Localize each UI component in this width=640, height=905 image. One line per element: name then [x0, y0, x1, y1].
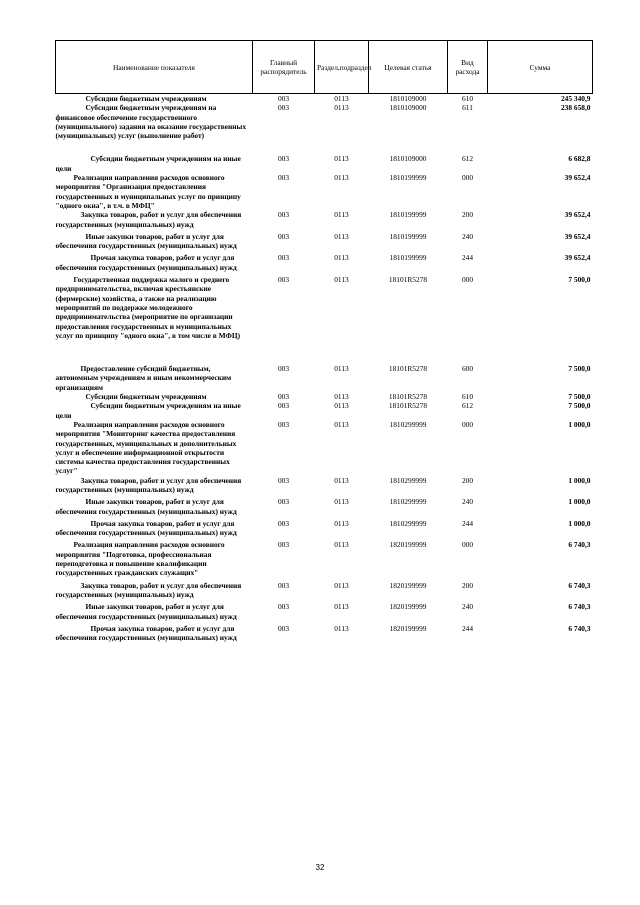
- row-name: Закупка товаров, работ и услуг для обеспечения государственных (муниципальных) нужд: [55, 210, 242, 229]
- budget-table: [55, 40, 593, 642]
- row-sum: 7 500,0: [568, 392, 591, 402]
- row-section: 0113: [334, 154, 349, 164]
- row-article: 18101R5278: [388, 392, 428, 402]
- row-type: 244: [461, 518, 474, 528]
- row-sum: 245 340,9: [560, 94, 591, 103]
- row-name: Субсидии бюджетным учреждениям на иные цели: [55, 154, 241, 173]
- header-sum: Сумма: [488, 41, 593, 94]
- table-row: [56, 154, 593, 173]
- header-section: Раздел,подраздел: [315, 41, 369, 94]
- row-sum: 6 682,8: [568, 154, 591, 164]
- table-row: [56, 253, 593, 275]
- table-row: [56, 275, 593, 364]
- row-sum: 39 652,4: [564, 173, 591, 183]
- row-type: 240: [461, 602, 474, 612]
- row-admin: 003: [277, 623, 290, 633]
- row-section: 0113: [334, 210, 349, 220]
- row-article: 18101R5278: [388, 364, 428, 374]
- table-row: [56, 602, 593, 624]
- row-section: 0113: [334, 173, 349, 183]
- row-type: 244: [461, 253, 474, 263]
- row-type: 000: [461, 540, 474, 550]
- row-section: 0113: [334, 253, 349, 263]
- row-type: 612: [461, 401, 474, 411]
- row-type: 612: [461, 154, 474, 164]
- row-article: 1810299999: [389, 419, 427, 429]
- table-body: [56, 94, 593, 643]
- row-admin: 003: [277, 518, 290, 528]
- table-row: [56, 420, 593, 476]
- row-name: Реализация направления расходов основного мероприятия "Подготовка, профессиональная переподготовка и повышение квалификации государственных гражданских служащих": [55, 540, 225, 578]
- row-article: 18101R5278: [388, 275, 428, 285]
- table-row: [56, 232, 593, 254]
- table-row: [56, 476, 593, 498]
- row-section: 0113: [334, 580, 349, 590]
- row-article: 1810199999: [389, 253, 427, 263]
- row-sum: 1 000,0: [568, 419, 591, 429]
- row-article: 1820199999: [389, 580, 427, 590]
- row-name: Субсидии бюджетным учреждениям: [85, 94, 207, 103]
- row-name: Прочая закупка товаров, работ и услуг для обеспечения государственных (муниципальных) нужд: [55, 623, 237, 643]
- row-name: Иные закупки товаров, работ и услуг для обеспечения государственных (муниципальных) нужд: [55, 602, 237, 621]
- row-type: 240: [461, 231, 474, 241]
- row-name: Прочая закупка товаров, работ и услуг для обеспечения государственных (муниципальных) нужд: [55, 253, 237, 272]
- table-row: [56, 497, 593, 519]
- row-article: 1810199999: [389, 210, 427, 220]
- row-type: 000: [461, 173, 474, 183]
- table-row: [56, 624, 593, 643]
- row-admin: 003: [277, 392, 290, 402]
- row-article: 1810199999: [389, 173, 427, 183]
- row-section: 0113: [334, 497, 349, 507]
- row-admin: 003: [277, 540, 290, 550]
- row-sum: 1 000,0: [568, 497, 591, 507]
- row-sum: 1 000,0: [568, 475, 591, 485]
- row-name: Предоставление субсидий бюджетным, автономным учреждениям и иным некоммерческим организациям: [55, 364, 232, 392]
- table-row: [56, 173, 593, 210]
- row-sum: 39 652,4: [564, 210, 591, 220]
- row-section: 0113: [334, 602, 349, 612]
- row-section: 0113: [334, 518, 349, 528]
- row-admin: 003: [277, 580, 290, 590]
- row-article: 1810299999: [389, 475, 427, 485]
- table-row: [56, 210, 593, 232]
- row-section: 0113: [334, 364, 349, 374]
- row-article: 1820199999: [389, 602, 427, 612]
- row-type: 000: [461, 275, 474, 285]
- header-admin: Главный распорядитель: [253, 41, 315, 94]
- row-section: 0113: [334, 94, 349, 103]
- row-admin: 003: [277, 497, 290, 507]
- table-row: [56, 94, 593, 104]
- row-name: Иные закупки товаров, работ и услуг для обеспечения государственных (муниципальных) нужд: [55, 497, 237, 516]
- row-admin: 003: [277, 210, 290, 220]
- row-section: 0113: [334, 623, 349, 633]
- table-row: [56, 581, 593, 603]
- table-row: [56, 392, 593, 401]
- row-type: 000: [461, 419, 474, 429]
- row-sum: 7 500,0: [568, 275, 591, 285]
- row-article: 1820199999: [389, 623, 427, 633]
- row-admin: 003: [277, 154, 290, 164]
- row-admin: 003: [277, 475, 290, 485]
- row-admin: 003: [277, 103, 290, 113]
- row-name: Субсидии бюджетным учреждениям на финансовое обеспечение государственного (муниципального) задания на оказание государственных (муниципальных) услуг (выполнение работ): [55, 103, 247, 141]
- row-sum: 7 500,0: [568, 401, 591, 411]
- row-article: 1810199999: [389, 231, 427, 241]
- row-admin: 003: [277, 602, 290, 612]
- row-section: 0113: [334, 392, 349, 402]
- row-name: Иные закупки товаров, работ и услуг для обеспечения государственных (муниципальных) нужд: [55, 231, 237, 251]
- row-article: 1810299999: [389, 497, 427, 507]
- table-row: [56, 519, 593, 541]
- row-sum: 6 740,3: [568, 602, 591, 612]
- row-sum: 6 740,3: [568, 623, 591, 633]
- row-name: Реализация направления расходов основного мероприятия "Мониторинг качества предоставления государственных, муниципальных и дополнительных услуг и обеспечение информационной открытости системы качества предоставления государственных услуг": [55, 419, 237, 476]
- row-type: 200: [461, 210, 474, 220]
- row-article: 18101R5278: [388, 401, 428, 411]
- row-sum: 39 652,4: [564, 231, 591, 241]
- table-row: [56, 540, 593, 580]
- row-section: 0113: [334, 231, 349, 241]
- row-article: 1820199999: [389, 540, 427, 550]
- row-article: 1810109000: [389, 94, 427, 103]
- table-header: [56, 41, 593, 94]
- row-admin: 003: [277, 173, 290, 183]
- row-sum: 7 500,0: [568, 364, 591, 374]
- row-article: 1810109000: [389, 154, 427, 164]
- row-type: 610: [461, 94, 474, 103]
- row-article: 1810299999: [389, 518, 427, 528]
- row-sum: 6 740,3: [568, 580, 591, 590]
- row-name: Закупка товаров, работ и услуг для обеспечения государственных (муниципальных) нужд: [55, 475, 242, 494]
- row-name: Закупка товаров, работ и услуг для обеспечения государственных (муниципальных) нужд: [55, 580, 242, 599]
- row-type: 200: [461, 475, 474, 485]
- row-section: 0113: [334, 275, 349, 285]
- row-type: 240: [461, 497, 474, 507]
- row-admin: 003: [277, 275, 290, 285]
- row-section: 0113: [334, 419, 349, 429]
- row-name: Реализация направления расходов основного мероприятия "Организация предоставления государственных и муниципальных услуг по принципу "одного окна", в т.ч. в МФЦ": [55, 173, 241, 210]
- row-admin: 003: [277, 419, 290, 429]
- row-name: Прочая закупка товаров, работ и услуг для обеспечения государственных (муниципальных) нужд: [55, 518, 237, 538]
- row-section: 0113: [334, 103, 349, 113]
- row-sum: 6 740,3: [568, 540, 591, 550]
- row-admin: 003: [277, 401, 290, 411]
- table-row: [56, 103, 593, 154]
- row-admin: 003: [277, 253, 290, 263]
- row-type: 611: [462, 103, 473, 113]
- header-article: Целевая статья: [369, 41, 448, 94]
- row-type: 200: [461, 580, 474, 590]
- budget-table-page: [55, 40, 592, 642]
- row-section: 0113: [334, 401, 349, 411]
- row-sum: 238 658,0: [560, 103, 591, 113]
- row-admin: 003: [277, 231, 290, 241]
- table-row: [56, 401, 593, 420]
- header-name: Наименование показателя: [56, 41, 253, 94]
- page-number: 32: [315, 863, 325, 872]
- row-sum: 1 000,0: [568, 518, 591, 528]
- row-name: Субсидии бюджетным учреждениям на иные цели: [55, 401, 241, 420]
- row-section: 0113: [334, 475, 349, 485]
- row-article: 1810109000: [389, 103, 427, 113]
- row-admin: 003: [277, 364, 290, 374]
- row-type: 244: [461, 623, 474, 633]
- row-type: 610: [461, 392, 474, 402]
- row-name: Субсидии бюджетным учреждениям: [85, 392, 207, 402]
- header-type: Вид расхода: [448, 41, 488, 94]
- row-sum: 39 652,4: [564, 253, 591, 263]
- row-type: 600: [461, 364, 474, 374]
- row-admin: 003: [277, 94, 290, 103]
- row-section: 0113: [334, 540, 349, 550]
- row-name: Государственная поддержка малого и среднего предпринимательства, включая крестьянские (фермерские) хозяйства, а также на реализацию мероприятий по поддержке молодежного предпринимательства (мероприятие по организации предоставления государственных и муниципальных услуг по принципу "одного окна", в том числе в МФЦ): [55, 275, 241, 340]
- table-row: [56, 364, 593, 392]
